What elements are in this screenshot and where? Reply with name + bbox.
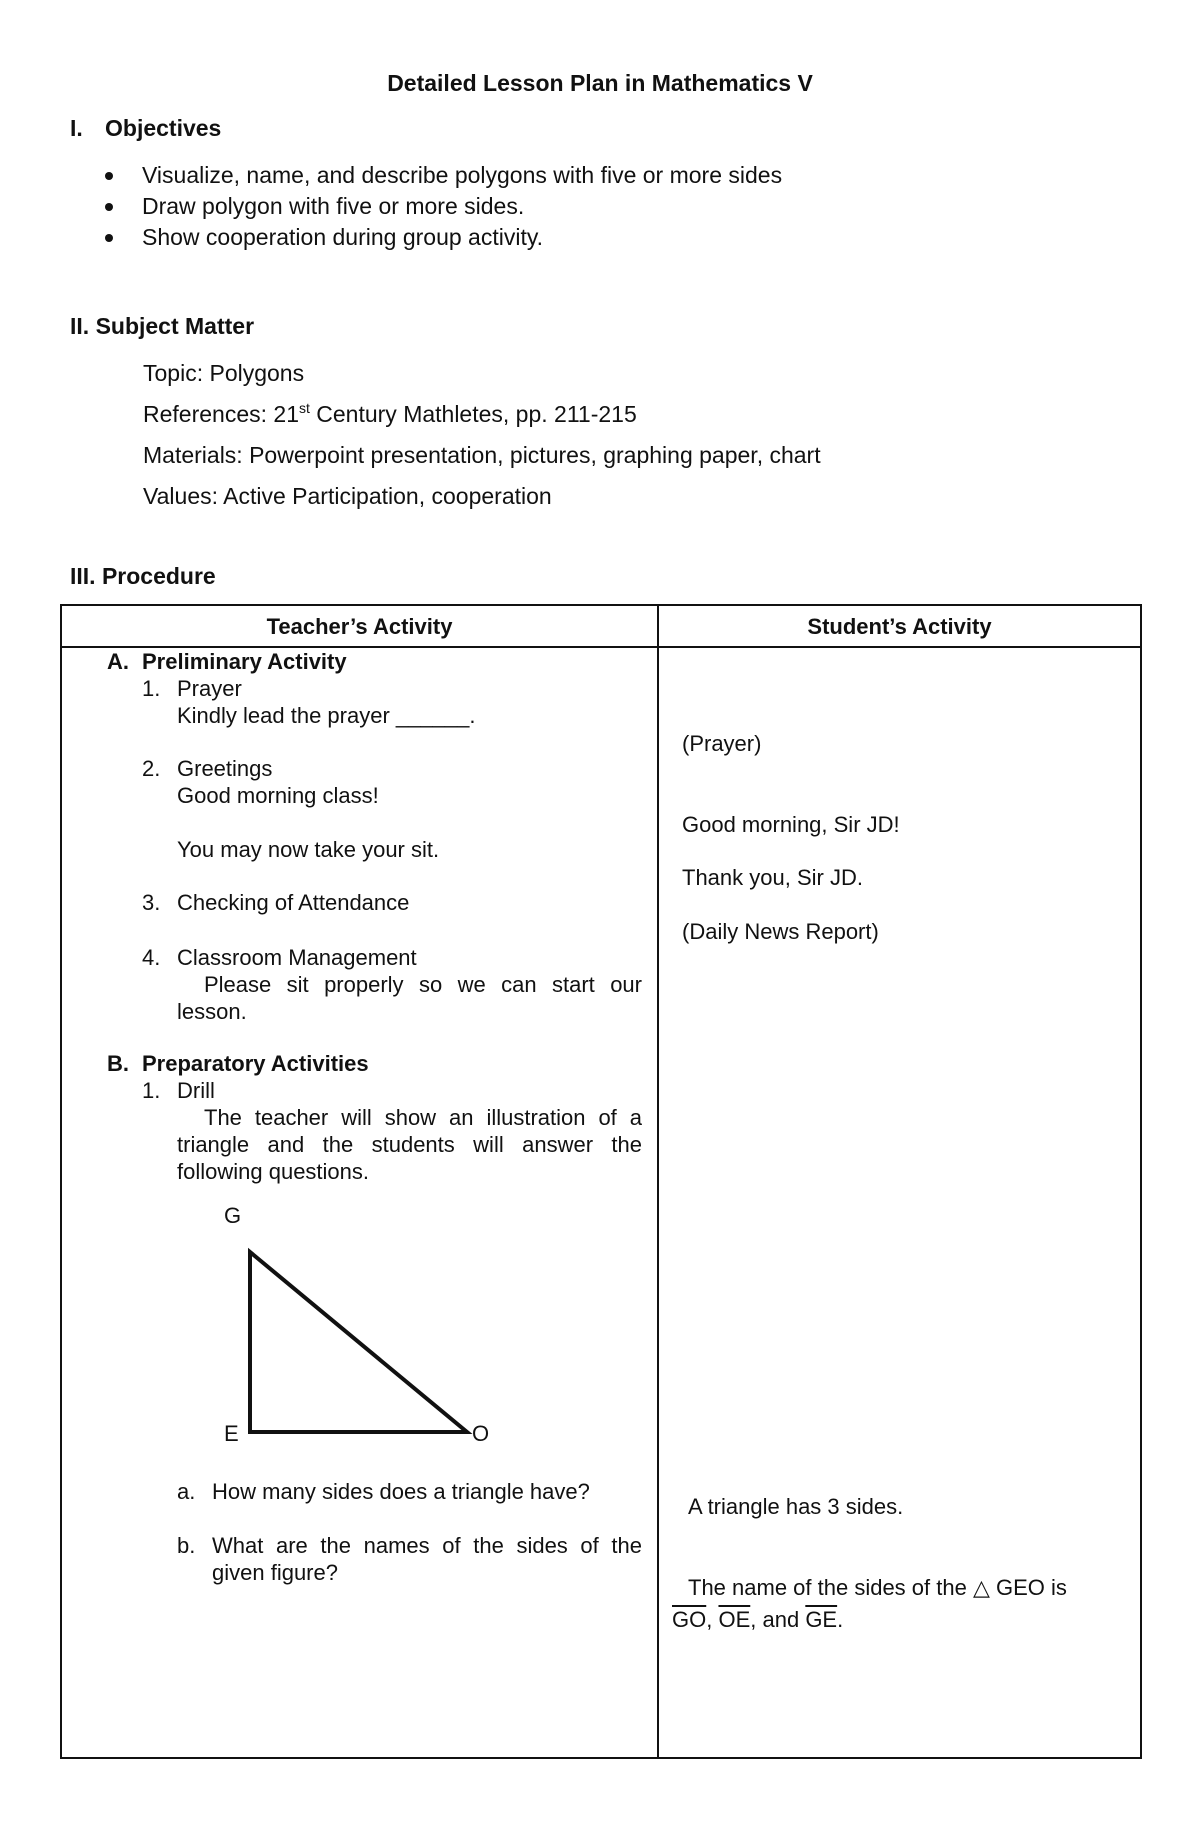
drill-title: Drill bbox=[177, 1078, 215, 1103]
prayer-text: Kindly lead the prayer ______. bbox=[177, 703, 476, 728]
objective-text: Visualize, name, and describe polygons with five or more sides bbox=[142, 162, 783, 188]
teacher-column-header: Teacher’s Activity bbox=[266, 614, 453, 639]
bullet-icon bbox=[105, 203, 113, 211]
question-b-text: What are the names of the sides of the given figure? bbox=[212, 1533, 642, 1585]
subject-matter-heading bbox=[70, 313, 254, 340]
column-divider bbox=[657, 606, 659, 1757]
student-prayer: (Prayer) bbox=[682, 731, 762, 756]
vertex-label-e: E bbox=[224, 1421, 239, 1446]
values-line: Values: Active Participation, cooperation bbox=[143, 483, 552, 509]
vertex-label-g: G bbox=[224, 1203, 242, 1228]
question-label: a. bbox=[177, 1479, 196, 1504]
bullet-icon bbox=[105, 172, 113, 180]
objectives-title: Objectives bbox=[105, 115, 222, 141]
procedure-heading bbox=[70, 563, 216, 590]
segment-go: $\overline{GO}$ bbox=[672, 1607, 707, 1632]
section-a-label: A. bbox=[107, 649, 129, 674]
drill-text: The teacher will show an illustration of a triangle and the students will answer the following questions. bbox=[177, 1105, 642, 1184]
greetings-text: Good morning class! bbox=[177, 783, 379, 808]
student-column-header: Student’s Activity bbox=[807, 614, 992, 639]
list-item bbox=[100, 222, 782, 253]
procedure-title: Procedure bbox=[101, 563, 216, 589]
segment-oe: $\overline{OE}$ bbox=[718, 1607, 751, 1632]
student-greeting: Good morning, Sir JD! bbox=[682, 812, 900, 837]
objective-text: Show cooperation during group activity. bbox=[142, 224, 544, 250]
student-attendance: (Daily News Report) bbox=[682, 919, 879, 944]
references-rest: Century Mathletes, pp. 211-215 bbox=[309, 401, 637, 427]
question-label: b. bbox=[177, 1533, 196, 1558]
procedure-table bbox=[60, 604, 1142, 1759]
section-b-label: B. bbox=[107, 1051, 129, 1076]
objectives-list bbox=[100, 160, 782, 253]
attendance-title: Checking of Attendance bbox=[177, 890, 410, 915]
subject-matter-title: Subject Matter bbox=[95, 313, 255, 339]
prayer-title: Prayer bbox=[177, 676, 242, 701]
item-number: 4. bbox=[142, 945, 161, 970]
separator: , and bbox=[750, 1607, 806, 1632]
student-answer-b-line1 bbox=[688, 1574, 1067, 1601]
section-b-title: Preparatory Activities bbox=[142, 1051, 369, 1076]
separator: , bbox=[706, 1607, 719, 1632]
triangle-geo-shape bbox=[250, 1252, 467, 1432]
subject-matter-numeral: II. bbox=[70, 313, 90, 339]
answer-b-name: GEO is bbox=[996, 1575, 1067, 1600]
materials-line: Materials: Powerpoint presentation, pictures, graphing paper, chart bbox=[143, 442, 821, 468]
sit-instruction-text: You may now take your sit. bbox=[177, 837, 440, 862]
student-answer-a: A triangle has 3 sides. bbox=[688, 1494, 904, 1519]
greetings-title: Greetings bbox=[177, 756, 273, 781]
item-number: 1. bbox=[142, 676, 161, 701]
objectives-numeral: I. bbox=[70, 115, 83, 141]
list-item bbox=[100, 160, 782, 191]
objective-text: Draw polygon with five or more sides. bbox=[142, 193, 525, 219]
classroom-management-text: Please sit properly so we can start our lesson. bbox=[177, 972, 642, 1024]
classroom-management-title: Classroom Management bbox=[177, 945, 417, 970]
vertex-label-o: O bbox=[472, 1421, 490, 1446]
section-a-title: Preliminary Activity bbox=[142, 649, 347, 674]
references-superscript: st bbox=[298, 400, 310, 416]
student-answer-b-line2 bbox=[672, 1606, 843, 1633]
student-thanks: Thank you, Sir JD. bbox=[682, 865, 863, 890]
bullet-icon bbox=[105, 234, 113, 242]
references-prefix: References: 21 bbox=[143, 401, 299, 427]
item-number: 1. bbox=[142, 1078, 161, 1103]
list-item bbox=[100, 191, 782, 222]
question-a-text: How many sides does a triangle have? bbox=[212, 1479, 590, 1504]
objectives-heading bbox=[70, 115, 221, 142]
item-number: 3. bbox=[142, 890, 161, 915]
procedure-numeral: III. bbox=[70, 563, 96, 589]
separator: . bbox=[837, 1607, 844, 1632]
segment-ge: $\overline{GE}$ bbox=[805, 1607, 838, 1632]
page-title: Detailed Lesson Plan in Mathematics V bbox=[387, 70, 813, 96]
references-line bbox=[143, 401, 637, 428]
answer-b-prefix: The name of the sides of the bbox=[688, 1575, 967, 1600]
topic-line: Topic: Polygons bbox=[143, 360, 305, 386]
item-number: 2. bbox=[142, 756, 161, 781]
triangle-symbol-icon: △ bbox=[972, 1575, 990, 1600]
